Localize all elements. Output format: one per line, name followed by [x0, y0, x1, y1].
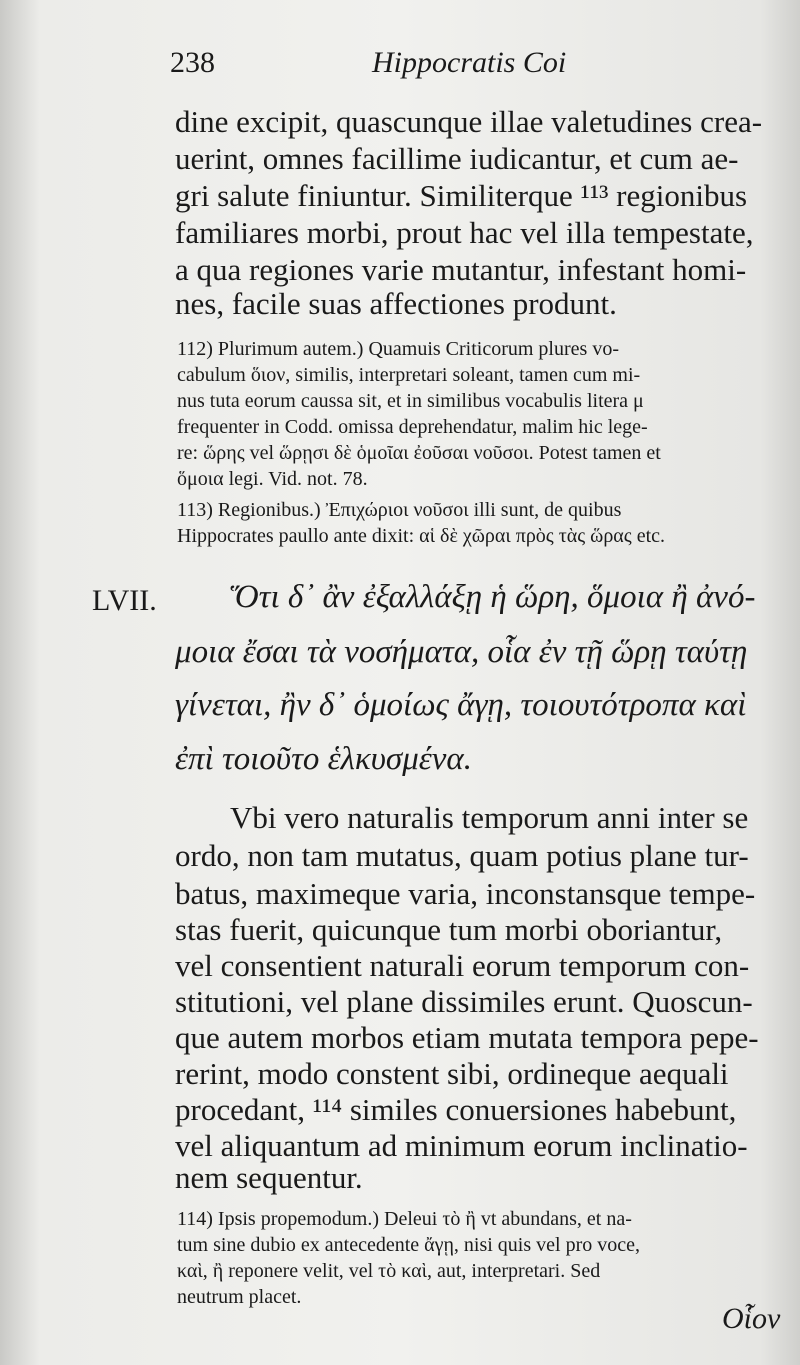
paragraph-2-line: ordo, non tam mutatus, quam potius plane tur- [175, 838, 749, 873]
paragraph-2-line: rerint, modo constent sibi, ordineque aequali [175, 1056, 729, 1091]
paragraph-2-line: vel consentient naturali eorum temporum con- [175, 948, 750, 983]
paragraph-2-line: procedant, ¹¹⁴ similes conuersiones habebunt, [175, 1092, 737, 1127]
paragraph-2-line: stas fuerit, quicunque tum morbi oboriantur, [175, 912, 723, 947]
paragraph-1-line: familiares morbi, prout hac vel illa tempestate, [175, 215, 754, 250]
page-number: 238 [170, 46, 215, 79]
paragraph-2-line: stitutioni, vel plane dissimiles erunt. Quoscun- [175, 984, 753, 1019]
footnote-line: frequenter in Codd. omissa deprehendatur, malim hic lege- [177, 416, 648, 438]
paragraph-1-line: dine excipit, quascunque illae valetudines crea- [175, 104, 763, 139]
footnote-line: 113) Regionibus.) Ἐπιχώριοι νοῦσοι illi sunt, de quibus [177, 499, 622, 521]
paragraph-2-line: Vbi vero naturalis temporum anni inter se [230, 800, 749, 835]
greek-text-line: Ὅτι δ᾽ ἂν ἐξαλλάξῃ ἡ ὥρη, ὅμοια ἢ ἀνό- [230, 579, 756, 615]
footnote-line: καὶ, ἢ reponere velit, vel τὸ καὶ, aut, interpretari. Sed [177, 1260, 601, 1282]
footnote-line: nus tuta eorum caussa sit, et in similibus vocabulis litera μ [177, 390, 644, 412]
paragraph-2-line: que autem morbos etiam mutata tempora pepe- [175, 1020, 759, 1055]
footnote-line: cabulum ὅιον, similis, interpretari soleant, tamen cum mi- [177, 364, 641, 386]
running-title: Hippocratis Coi [372, 46, 567, 79]
paragraph-2-line: batus, maximeque varia, inconstansque tempe- [175, 876, 756, 911]
greek-text-line: γίνεται, ἢν δ᾽ ὁμοίως ἄγῃ, τοιουτότροπα καὶ [175, 687, 747, 723]
paragraph-2-line: vel aliquantum ad minimum eorum inclinatio- [175, 1128, 748, 1163]
paragraph-2-line: nem sequentur. [175, 1160, 363, 1195]
footnote-line: 114) Ipsis propemodum.) Deleui τὸ ἢ vt abundans, et na- [177, 1208, 632, 1230]
footnote-line: neutrum placet. [177, 1286, 302, 1308]
footnote-line: 112) Plurimum autem.) Quamuis Criticorum plures vo- [177, 338, 619, 360]
paragraph-1-line: gri salute finiuntur. Similiterque ¹¹³ regionibus [175, 178, 748, 213]
section-number: LVII. [92, 584, 157, 617]
greek-text-line: μοια ἔσαι τὰ νοσήματα, οἷα ἐν τῇ ὥρῃ ταύτῃ [175, 634, 748, 670]
catchword: Oἷον [722, 1302, 781, 1335]
paragraph-1-line: a qua regiones varie mutantur, infestant homi- [175, 252, 747, 287]
footnote-line: re: ὥρης vel ὥρῃσι δὲ ὁμοῖαι ἐοῦσαι νοῦσοι. Potest tamen et [177, 442, 661, 464]
paragraph-1-line: uerint, omnes facillime iudicantur, et cum ae- [175, 141, 739, 176]
footnote-line: Hippocrates paullo ante dixit: αἱ δὲ χῶραι πρὸς τὰς ὥρας etc. [177, 525, 666, 547]
footnote-line: ὅμοια legi. Vid. not. 78. [177, 468, 368, 490]
paragraph-1-line: nes, facile suas affectiones produnt. [175, 286, 617, 321]
greek-text-line: ἐπὶ τοιοῦτο ἑλκυσμένα. [175, 741, 472, 777]
footnote-line: tum sine dubio ex antecedente ἄγῃ, nisi quis vel pro voce, [177, 1234, 640, 1256]
